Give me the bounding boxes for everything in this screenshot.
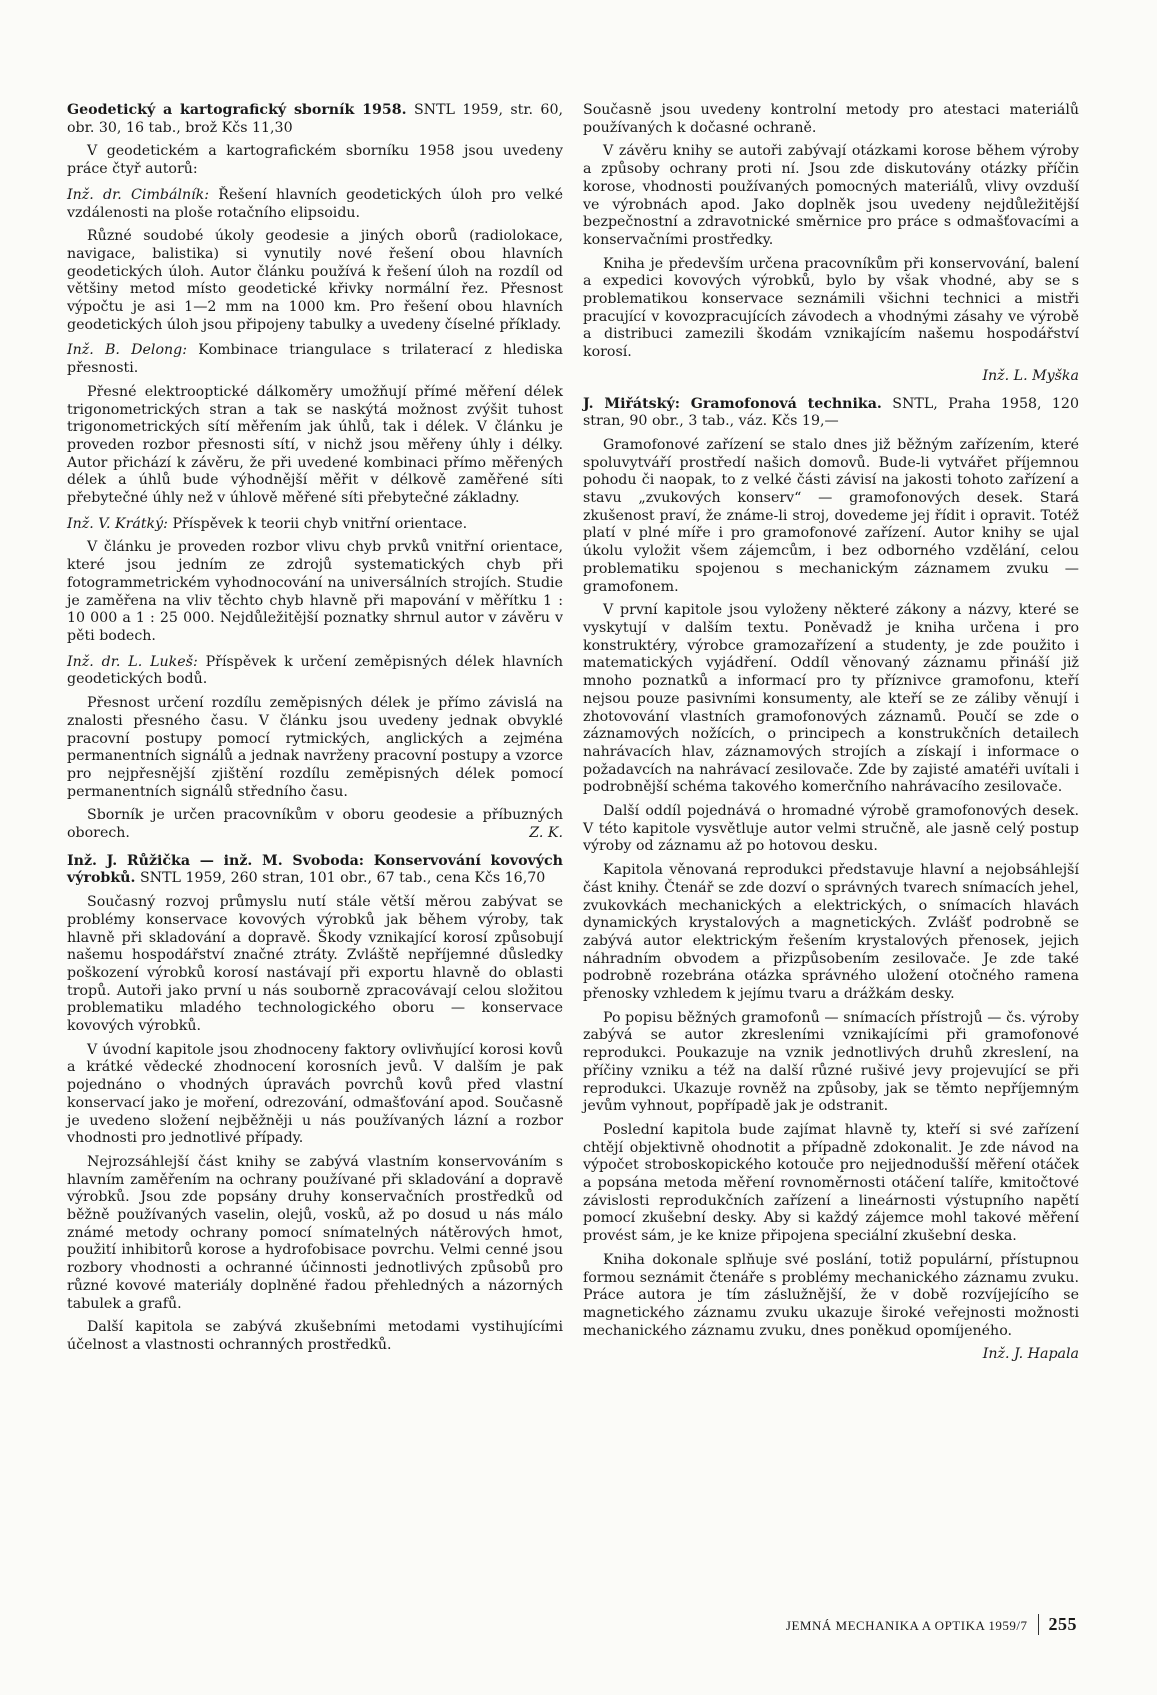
article-title: Příspěvek k teorii chyb vnitřní orientace.	[172, 515, 468, 532]
reviewer-signature: Inž. J. Hapala	[982, 1346, 1079, 1363]
page-number: 255	[1038, 1614, 1078, 1635]
reviewer-signature: Z. K.	[529, 825, 563, 842]
paragraph: Nejrozsáhlejší část knihy se zabývá vlastním konservováním s hlavním zaměřením na ochrany používané při skladování a dopravě výrobků. Jsou zde popsány druhy konservačních prostředků od běžně používaných vaselin, olejů, vosků, až po dosud u nás málo známé metody ochrany pomocí snímatelných nátěrových hmot, použití inhibitorů korose a hydrofobisace povrchu. Velmi cenné jsou rozbory vhodnosti a ochranné účinnosti jednotlivých způsobů pro různé kovové materiály doplněné řadou přehledných a názorných tabulek a grafů.	[67, 1153, 563, 1312]
publication-info: SNTL 1959, 260 stran, 101 obr., 67 tab., cena Kčs 16,70	[139, 870, 546, 887]
paragraph: Gramofonové zařízení se stalo dnes již běžným zařízením, které spoluvytváří prostředí našich domovů. Bude-li vytvářet příjemnou pohodu či naopak, to z velké části závisí na jakosti tohoto zařízení a stavu „zvukových konserv“ — gramofonových desek. Stará zkušenost praví, že známe-li stroj, dovedeme jej řídit i opravit. Totéž platí v plné míře i pro gramofonové zařízení. Autor knihy se ujal úkolu vyložit všem zájemcům, i bez odborného vzdělání, celou problematiku spojenou s mechanickým záznamem zvuku — gramofonem.	[583, 436, 1079, 595]
paragraph: Různé soudobé úkoly geodesie a jiných oborů (radiolokace, navigace, balistika) si vynutily nové řešení obou hlavních geodetických úloh. Autor článku používá k řešení úloh na rozdíl od většiny metod místo geodetické křivky normální řez. Přesnost výpočtu je asi 1—2 mm na 1000 km. Pro řešení obou hlavních geodetických úloh jsou připojeny tabulky a uvedeny číselné příklady.	[67, 228, 563, 333]
paragraph: V úvodní kapitole jsou zhodnoceny faktory ovlivňující korosi kovů a krátké vědecké zhodnocení korosních jevů. V dalším je pak pojednáno o vhodných úpravách povrchů kovů před vlastní konservací jako je moření, odrezování, odmašťování apod. Současně je uvedeno složení nejběžněji u nás používaných lázní a rozbor vhodnosti pro jednotlivé případy.	[67, 1041, 563, 1147]
right-column	[583, 102, 1079, 1370]
paragraph: Poslední kapitola bude zajímat hlavně ty, kteří si své zařízení chtějí objektivně ohodnotit a případně zdokonalit. Je zde návod na výpočet stroboskopického kotouče pro nejjednodušší měření otáček a popsána metoda měření rovnoměrnosti otáčení talíře, kmitočtové závislosti reprodukčních zařízení a lineárnosti výstupního napětí pomocí zkušební desky. Aby si každý zájemce mohl takové měření provést sám, je ke knize připojena speciální zkušební deska.	[583, 1121, 1079, 1245]
review-title: Geodetický a kartografický sborník 1958.	[67, 102, 407, 118]
closing-text: Sborník je určen pracovníkům v oboru geodesie a příbuzných oborech.	[67, 807, 563, 842]
journal-name: JEMNÁ MECHANIKA A OPTIKA 1959/7	[785, 1618, 1028, 1633]
left-column	[67, 102, 563, 1361]
article-author: Inž. dr. Cimbálník:	[67, 186, 210, 203]
article-title: Kombinace triangulace s trilaterací z hlediska přesnosti.	[67, 342, 564, 377]
paragraph: V závěru knihy se autoři zabývají otázkami korose během výroby a způsoby ochrany proti ní. Jsou zde diskutovány otázky příčin korose, vhodnosti používaných pomocných materiálů, vlivy ovzduší ve výrobnách apod. Jako doplněk jsou uvedeny nejdůležitější bezpečnostní a zdravotnické směrnice pro práce s odmašťovacími a konservačními prostředky.	[583, 143, 1079, 248]
article-entry	[67, 516, 563, 534]
reviewer-signature: Inž. L. Myška	[982, 367, 1079, 384]
article-entry	[67, 654, 563, 689]
paragraph: Další kapitola se zabývá zkušebními metodami vystihujícími účelnost a vlastnosti ochranných prostředků.	[67, 1319, 563, 1353]
publication-info: SNTL 1959, str. 60, obr. 30, 16 tab., brož Kčs 11,30	[67, 102, 563, 136]
paragraph: V článku je proveden rozbor vlivu chyb prvků vnitřní orientace, které jsou jedním ze zdrojů systematických chyb při fotogrammetrickém vyhodnocování na universálních strojích. Studie je zaměřena na vliv těchto chyb hlavně při mapování v měřítku 1 : 10 000 a 1 : 25 000. Nejdůležitější poznatky shrnul autor v závěru v pěti bodech.	[67, 539, 563, 644]
paragraph: Po popisu běžných gramofonů — snímacích přístrojů — čs. výroby zabývá se autor zkresleními vznikajícími při gramofonové reprodukci. Poukazuje na vznik jednotlivých druhů zkreslení, na příčiny vzniku a též na další různé rušivé jevy projevující se při reprodukci. Ukazuje rovněž na způsoby, jak se těmto nepříjemným jevům vyhnout, popřípadě jak je odstranit.	[583, 1009, 1079, 1115]
review-heading	[583, 396, 1079, 431]
paragraph: Přesné elektrooptické dálkoměry umožňují přímé měření délek trigonometrických stran a tak se naskýtá možnost zvýšit tuhost trigonometrických sítí měřením jak úhlů, tak i délek. V článku je proveden rozbor přesnosti sítí, v nichž jsou měřeny úhly i délky. Autor přichází k závěru, že při uvedené kombinaci přímo měřených délek a úhlů bude výhodnější měřit v délkově zaměřené síti přebytečné úhly než v úhlově měřené síti přebytečné základny.	[67, 383, 563, 507]
paragraph: Další oddíl pojednává o hromadné výrobě gramofonových desek. V této kapitole vysvětluje autor velmi stručně, ale jasně celý postup výroby od záznamu až po hotovou desku.	[583, 803, 1079, 855]
review-heading	[67, 102, 563, 137]
paragraph: Kniha dokonale splňuje své poslání, totiž populární, přístupnou formou seznámit čtenáře s problémy mechanického záznamu zvuku. Práce autora je tím záslužnější, že v době rozvíjejícího se magnetického záznamu zvuku ukazuje široké veřejnosti možnosti mechanického záznamu zvuku, dnes poněkud opomíjeného.	[583, 1251, 1079, 1339]
article-title: Příspěvek k určení zeměpisných délek hlavních geodetických bodů.	[67, 653, 563, 688]
paragraph: Kapitola věnovaná reprodukci představuje hlavní a nejobsáhlejší část knihy. Čtenář se zde dozví o správných tvarech snímacích jehel, zvukovkách mechanických a elektrických, o snímacích hlavách dynamických krystalových a magnetických. Zvlášť podrobně se zabývá autor elektrickým řešením krystalových přenosek, jejich náhradním obvodem a přizpůsobením zesilovače. Je zde také podrobně rozebrána otázka správného uložení otočného ramena přenosky vzhledem k jejímu tvaru a drážkám desky.	[583, 862, 1079, 1003]
paragraph: V geodetickém a kartografickém sborníku 1958 jsou uvedeny práce čtyř autorů:	[67, 143, 563, 178]
article-author: Inž. dr. L. Lukeš:	[67, 653, 198, 670]
article-author: Inž. V. Krátký:	[67, 515, 168, 532]
paragraph: Současně jsou uvedeny kontrolní metody pro atestaci materiálů používaných k dočasné ochraně.	[583, 102, 1079, 136]
article-entry	[67, 187, 563, 222]
paragraph: Přesnost určení rozdílu zeměpisných délek je přímo závislá na znalosti přesného času. V článku jsou uvedeny jednak obvyklé pracovní postupy pomocí rytmických, anglických a zejména permanentních signálů a jednak navrženy pracovní postupy a vzorce pro nejpřesnější zjištění rozdílu zeměpisných délek pomocí permanentních signálů středního času.	[67, 695, 563, 800]
review-heading	[67, 853, 563, 888]
review-title: J. Miřátský: Gramofonová technika.	[583, 395, 882, 412]
publication-info: SNTL, Praha 1958, 120 stran, 90 obr., 3 tab., váz. Kčs 19,—	[583, 395, 1079, 430]
page-footer	[786, 1614, 1077, 1635]
paragraph: Kniha je především určena pracovníkům při konservování, balení a expedici kovových výrobků, bylo by však vhodné, aby se s problematikou konservace seznámili všichni technici a mistři pracující v kovozpracujících závodech a vhodnými zásahy ve výrobě a distribuci zamezili škodám vznikajícím našemu hospodářství korosí.	[583, 255, 1079, 361]
article-entry	[67, 342, 563, 377]
review-title: Inž. J. Růžička — inž. M. Svoboda: Konservování kovových výrobků.	[67, 852, 563, 887]
article-title: Řešení hlavních geodetických úloh pro velké vzdálenosti na ploše rotačního elipsoidu.	[67, 186, 563, 221]
paragraph: V první kapitole jsou vyloženy některé zákony a názvy, které se vyskytují v dalším textu. Poněvadž je kniha určena i pro konstruktéry, výrobce gramozařízení a studenty, je zde použito i matematických vyjádření. Oddíl věnovaný záznamu přináší již mnoho poznatků a informací pro ty příznivce gramofonu, kteří nejsou pouze pasivními konsumenty, ale kteří se ze záliby věnují i zhotovování vlastních gramofonových záznamů. Poučí se zde o záznamových nožících, o principech a konstrukčních detailech nahrávacích hlav, záznamových strojích a získají i informace o požadavcích na nahrávací zesilovače. Zde by zajisté amatéři uvítali i podrobnější schéma takového komerčního nahrávacího zesilovače.	[583, 602, 1079, 796]
paragraph: Současný rozvoj průmyslu nutí stále větší měrou zabývat se problémy konservace kovových výrobků jak během výroby, tak hlavně při skladování a dopravě. Škody vznikající korosí způsobují našemu hospodářství značné ztráty. Zvláště nepříjemné důsledky poškození výrobků korosí nastávají při exportu hlavně do oblasti tropů. Autoři jako první u nás souborně zpracovávají celou složitou problematiku mladého technologického oboru — konservace kovových výrobků.	[67, 894, 563, 1035]
article-author: Inž. B. Delong:	[67, 342, 187, 359]
closing-paragraph	[67, 807, 563, 842]
